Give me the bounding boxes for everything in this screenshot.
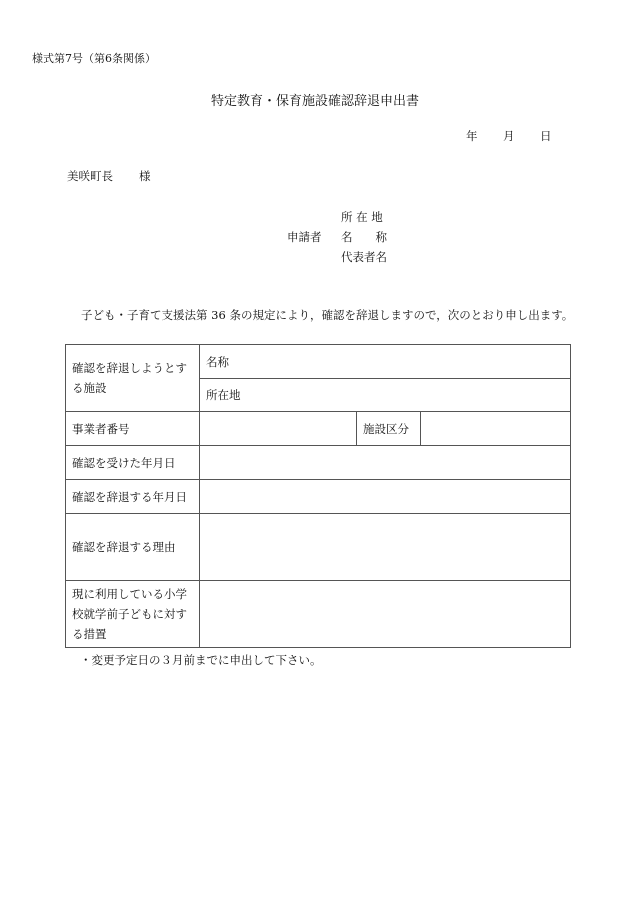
facility-name-label: 名称 bbox=[206, 354, 229, 369]
facility-label: 確認を辞退しようとする施設 bbox=[66, 345, 200, 412]
addressee-name: 美咲町長 bbox=[67, 169, 113, 183]
applicant-label: 申請者 bbox=[287, 230, 322, 244]
confirmed-date-label: 確認を受けた年月日 bbox=[66, 446, 200, 480]
applicant-representative-label: 代表者名 bbox=[341, 250, 387, 264]
facility-address-field[interactable] bbox=[200, 379, 571, 412]
note: ・変更予定日の３月前までに申出して下さい。 bbox=[80, 653, 322, 667]
reason-label: 確認を辞退する理由 bbox=[66, 514, 200, 581]
operator-number-field[interactable] bbox=[200, 412, 357, 446]
applicant-address-label: 所 在 地 bbox=[341, 210, 383, 224]
date-month: 月 bbox=[503, 129, 515, 143]
facility-address-label: 所在地 bbox=[206, 388, 241, 402]
applicant-name-label: 名 称 bbox=[341, 230, 387, 244]
measures-field[interactable] bbox=[200, 581, 571, 648]
facility-category-field[interactable] bbox=[421, 412, 571, 446]
reason-field[interactable] bbox=[200, 514, 571, 581]
confirmed-date-field[interactable] bbox=[200, 446, 571, 480]
measures-label: 現に利用している小学校就学前子どもに対する措置 bbox=[66, 581, 200, 648]
operator-number-label: 事業者番号 bbox=[66, 412, 200, 446]
facility-category-label: 施設区分 bbox=[357, 412, 421, 446]
date-day: 日 bbox=[540, 129, 552, 143]
addressee-honorific: 様 bbox=[139, 169, 151, 183]
form-number: 様式第7号（第6条関係） bbox=[32, 52, 156, 65]
date-year: 年 bbox=[466, 129, 478, 143]
page-title: 特定教育・保育施設確認辞退申出書 bbox=[210, 94, 419, 109]
application-table bbox=[65, 344, 571, 648]
facility-name-field[interactable] bbox=[200, 345, 571, 379]
body-text: 子ども・子育て支援法第 36 条の規定により，確認を辞退しますので，次のとおり申し出ます。 bbox=[81, 308, 574, 322]
withdrawal-date-label: 確認を辞退する年月日 bbox=[66, 480, 200, 514]
withdrawal-date-field[interactable] bbox=[200, 480, 571, 514]
